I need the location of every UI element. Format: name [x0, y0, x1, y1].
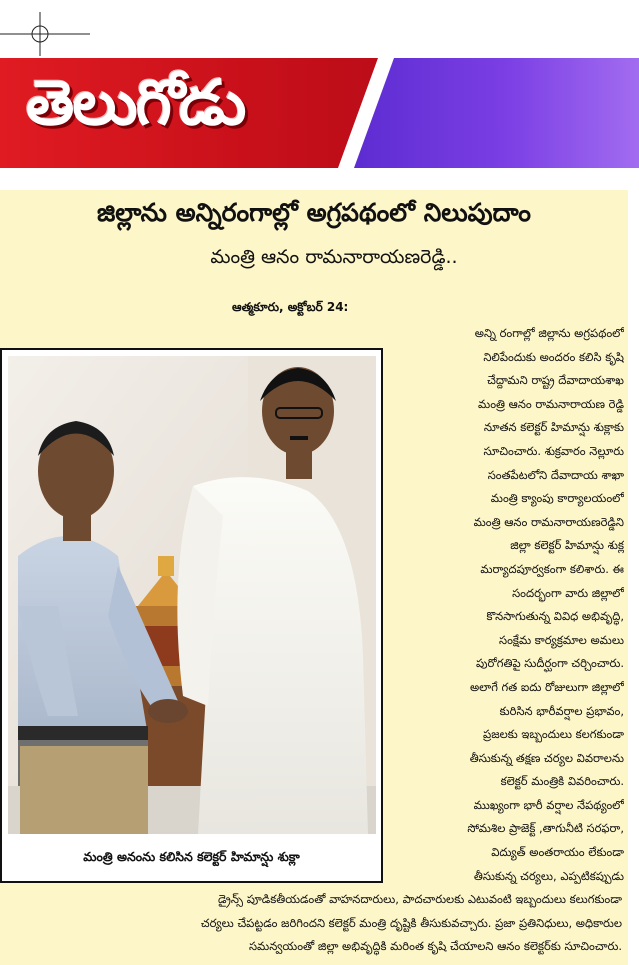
article-body-column — [392, 322, 624, 888]
body-text-line: అన్ని రంగాల్లో జిల్లాను అగ్రపథంలో — [474, 326, 624, 340]
article-dateline: ఆత్మకూరు, అక్టోబర్ 24: — [232, 300, 349, 314]
photo-caption: మంత్రి అనంను కలిసిన కలెక్టర్ హిమాన్షు శుక్లా — [2, 835, 381, 881]
masthead — [0, 58, 639, 168]
body-text-line: మంత్రి క్యాంపు కార్యాలయంలో — [490, 491, 624, 506]
news-photo-frame — [0, 348, 383, 883]
body-text-line: సూచించారు. శుక్రవారం నెల్లూరు — [483, 443, 624, 458]
body-text-line: సంక్షేమ కార్యక్రమాల అమలు — [499, 632, 624, 647]
body-text-line: మంత్రి ఆనం రామనారాయణరెడ్డిని — [473, 514, 624, 529]
body-text-line: కురిసిన భారీవర్షాల ప్రభావం, — [499, 703, 624, 718]
body-text-line: ప్రజలకు ఇబ్బందులు కలగకుండా — [483, 727, 624, 742]
body-text-line: తీసుకున్న తక్షణ చర్యల వివరాలను — [469, 750, 624, 765]
body-text-line: నూతన కలెక్టర్ హిమాన్షు శుక్లాకు — [483, 420, 624, 435]
body-text-line: చర్యలు చేపట్టడం జరిగిందని కలెక్టర్ మంత్రి దృష్టికి తీసుకువచ్చారు. ప్రజా ప్రతినిధులు, అధికారుల — [200, 915, 622, 930]
body-text-line: ముఖ్యంగా భారీ వర్షాల నేపథ్యంలో — [473, 797, 624, 812]
body-text-line: సమన్వయంతో జిల్లా అభివృద్ధికి మరింత కృషి చేయాలని ఆనం కలెక్టర్‌కు సూచించారు. — [248, 939, 622, 954]
photo-illustration — [8, 356, 376, 834]
crop-mark-icon — [0, 0, 100, 60]
article-headline: జిల్లాను అన్నిరంగాల్లో అగ్రపథంలో నిలుపుదాం — [97, 198, 531, 227]
body-text-line: పురోగతిపై సుదీర్ఘంగా చర్చించారు. — [476, 656, 624, 671]
body-text-line: అలాగే గత ఐదు రోజులుగా జిల్లాలో — [469, 679, 624, 694]
body-text-line: జిల్లా కలెక్టర్ హిమాన్షు శుక్ల — [510, 538, 624, 553]
body-text-line: మంత్రి ఆనం రామనారాయణ రెడ్డి — [478, 396, 624, 411]
body-text-line: కలెక్టర్ మంత్రికి వివరించారు. — [500, 774, 624, 789]
newspaper-logo: తెలుగోడు — [26, 66, 245, 139]
body-text-line: సోమశిల ప్రాజెక్ట్ ,తాగునీటి సరఫరా, — [467, 821, 624, 836]
body-text-line: కొనసాగుతున్న వివిధ అభివృద్ధి, — [486, 609, 624, 624]
article-subhead: మంత్రి ఆనం రామనారాయణరెడ్డి.. — [210, 246, 458, 268]
masthead-purple-band — [345, 58, 639, 168]
news-photo — [8, 356, 376, 834]
article-body-continuation — [0, 888, 628, 959]
body-text-line: సంతపేటలోని దేవాదాయ శాఖా — [487, 467, 624, 482]
body-text-line: విద్యుత్ అంతరాయం లేకుండా — [491, 845, 624, 860]
body-text-line: చేద్దామని రాష్ట్ర దేవాదాయశాఖ — [487, 373, 624, 388]
body-text-line: సందర్భంగా వారు జిల్లాలో — [512, 585, 624, 600]
body-text-line: నిలిపేందుకు అందరం కలిసి కృషి — [483, 349, 624, 364]
body-text-line: తీసుకున్న చర్యలు, ఎప్పటికప్పుడు — [473, 868, 624, 883]
body-text-line: మర్యాదపూర్వకంగా కలిశారు. ఈ — [480, 561, 624, 576]
body-text-line: డ్రైన్స్ పూడికతీయడంతో వాహనదారులు, పాదచారులకు ఎటువంటి ఇబ్బందులు కలుగకుండా — [217, 892, 622, 906]
